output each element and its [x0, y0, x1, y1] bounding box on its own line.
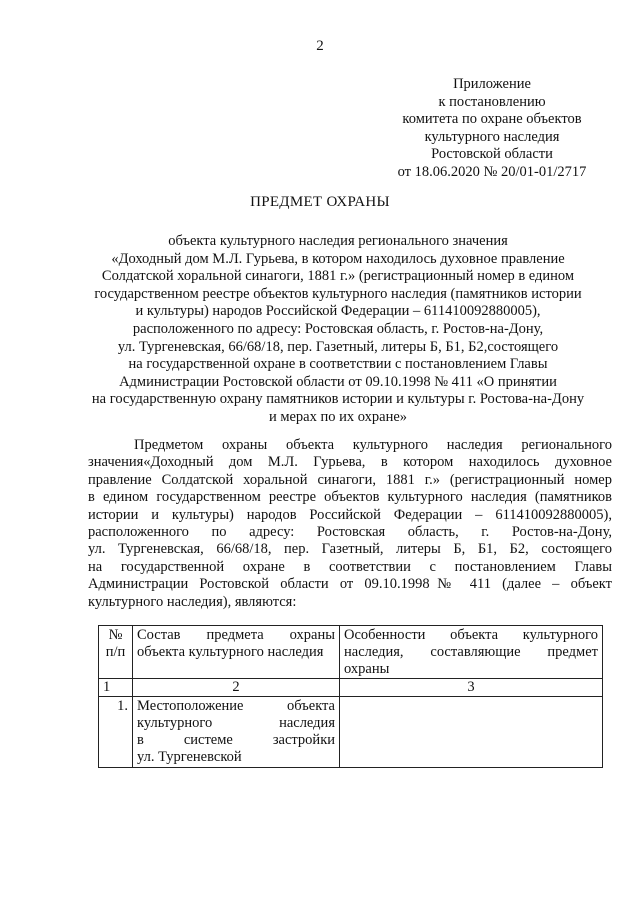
table-row	[99, 697, 603, 767]
paragraph-line: Предметом охраны объекта культурного наследия регионального	[134, 437, 612, 453]
header-features-line: охраны	[344, 660, 390, 677]
paragraph-line: на государственной охране в соответствии с постановлением Главы	[88, 558, 612, 575]
description-line: ул. Тургеневская, 66/68/18, пер. Газетный, литеры Б, Б1, Б2,состоящего	[117, 338, 559, 355]
description-line: объекта культурного наследия регионального значения	[168, 233, 508, 249]
description-line: на государственную охрану памятников истории и культуры г. Ростова-на-Дону	[91, 391, 585, 408]
column-number: 3	[340, 679, 603, 697]
paragraph-line: расположенного по адресу: Ростовская область, г. Ростов-на-Дону,	[88, 524, 612, 541]
header-composition-cell	[133, 626, 340, 679]
column-number: 1	[99, 679, 133, 697]
paragraph-line: истории и культуры) народов Российской Федерации – 611410092880005),	[88, 506, 612, 523]
header-number-symbol: №	[108, 627, 123, 643]
appendix-line: комитета по охране объектов	[402, 111, 582, 127]
column-number-row	[99, 679, 603, 697]
paragraph-line: ул. Тургеневская, 66/68/18, пер. Газетный, литеры Б, Б1, Б2, состоящего	[88, 541, 612, 558]
table-header-row	[99, 626, 603, 679]
body-paragraph	[88, 437, 612, 611]
appendix-line: к постановлению	[438, 93, 546, 110]
header-composition-line: Состав предмета охраны	[137, 627, 335, 643]
description-line: государственном реестре объектов культурного наследия (памятников истории	[94, 285, 582, 302]
composition-line: Местоположение объекта	[137, 698, 335, 715]
page-number: 2	[316, 38, 324, 54]
description-line: Солдатской хоральной синагоги, 1881 г.» (регистрационный номер в едином	[101, 268, 575, 285]
appendix-line: культурного наследия	[424, 128, 560, 145]
paragraph-line: в едином государственном реестре объектов культурного наследия (памятников	[88, 489, 612, 506]
header-features-line: Особенности объекта культурного	[344, 627, 598, 643]
column-number: 2	[133, 679, 340, 697]
header-features-line: наследия, составляющие предмет	[344, 643, 598, 660]
paragraph-line: правление Солдатской хоральной синагоги, 1881 г.» (регистрационный номер	[88, 471, 612, 488]
header-features-cell	[340, 626, 603, 679]
object-description	[88, 233, 588, 427]
appendix-line: Приложение	[453, 76, 531, 92]
row-number: 1.	[99, 697, 133, 767]
row-composition	[133, 697, 340, 767]
document-title: ПРЕДМЕТ ОХРАНЫ	[250, 194, 390, 210]
header-number-abbr: п/п	[105, 643, 126, 660]
composition-line: культурного наследия	[137, 715, 335, 732]
protection-table	[98, 625, 603, 768]
composition-line: в системе застройки	[137, 731, 335, 748]
description-line: Администрации Ростовской области от 09.10.1998 № 411 «О принятии	[119, 373, 557, 390]
paragraph-line: Администрации Ростовской области от 09.10.1998№ 411 (далее – объект	[88, 576, 612, 593]
description-line: «Доходный дом М.Л. Гурьева, в котором находилось духовное правление	[111, 250, 565, 267]
description-line: и культуры) народов Российской Федерации – 611410092880005),	[135, 303, 541, 320]
composition-line: ул. Тургеневской	[137, 748, 242, 765]
appendix-header	[392, 76, 592, 181]
appendix-line: Ростовской области	[431, 146, 553, 162]
description-line: на государственной охране в соответствии с постановлением Главы	[128, 356, 548, 373]
paragraph-line: культурного наследия), являются:	[88, 593, 297, 610]
appendix-date-line: от 18.06.2020 № 20/01-01/2717	[397, 163, 587, 180]
description-line: и мерах по их охране»	[268, 408, 408, 425]
description-line: расположенного по адресу: Ростовская область, г. Ростов-на-Дону,	[132, 320, 544, 337]
header-number-cell	[99, 626, 133, 679]
paragraph-line: значения«Доходный дом М.Л. Гурьева, в котором находилось духовное	[88, 454, 612, 471]
header-composition-line: объекта культурного наследия	[137, 643, 324, 660]
row-features	[340, 697, 603, 767]
